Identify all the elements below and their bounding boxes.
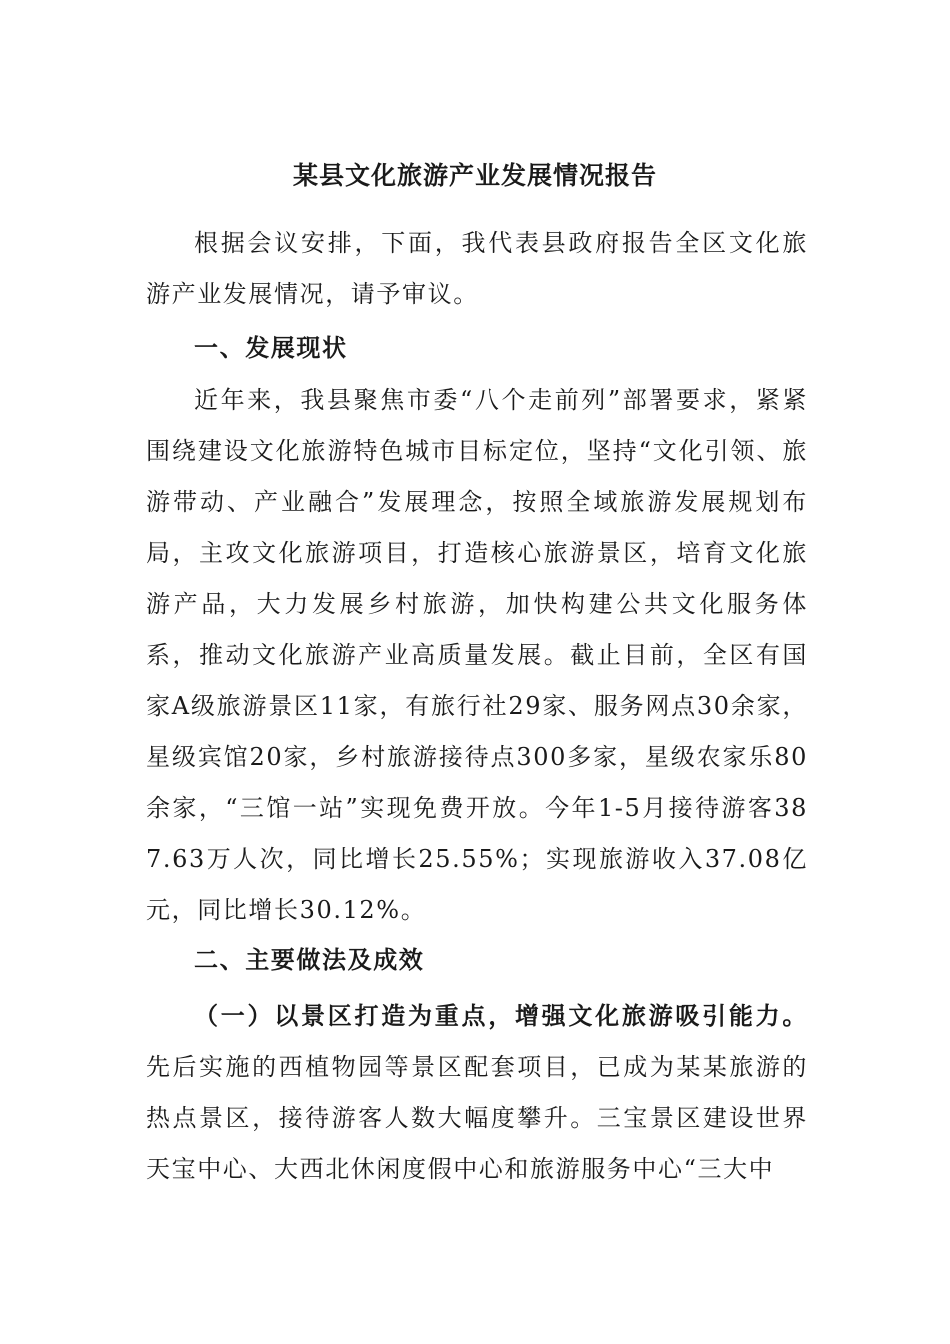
subsection-text: 先后实施的西植物园等景区配套项目，已成为某某旅游的热点景区，接待游客人数大幅度攀升。三宝景区建设世界天宝中心、大西北休闲度假中心和旅游服务中心“三大中: [146, 1053, 808, 1183]
section-heading-status: 一、发展现状: [194, 333, 348, 362]
document-title: 某县文化旅游产业发展情况报告: [292, 161, 657, 190]
intro-paragraph: 根据会议安排，下面，我代表县政府报告全区文化旅游产业发展情况，请予审议。: [146, 229, 808, 308]
subsection-lead: （一）以景区打造为重点，增强文化旅游吸引能力。: [194, 1001, 808, 1030]
subsection-paragraph: [146, 990, 808, 1195]
status-paragraph: 近年来，我县聚焦市委“八个走前列”部署要求，紧紧围绕建设文化旅游特色城市目标定位，坚持“文化引领、旅游带动、产业融合”发展理念，按照全域旅游发展规划布局，主攻文化旅游项目，打造核心旅游景区，培育文化旅游产品，大力发展乡村旅游，加快构建公共文化服务体系，推动文化旅游产业高质量发展。截止目前，全区有国家A级旅游景区11家，有旅行社29家、服务网点30余家，星级宾馆20家，乡村旅游接待点300多家，星级农家乐80余家，“三馆一站”实现免费开放。今年1-5月接待游客387.63万人次，同比增长25.55%；实现旅游收入37.08亿元，同比增长30.12%。: [146, 386, 808, 924]
section-heading-measures: 二、主要做法及成效: [194, 945, 425, 974]
